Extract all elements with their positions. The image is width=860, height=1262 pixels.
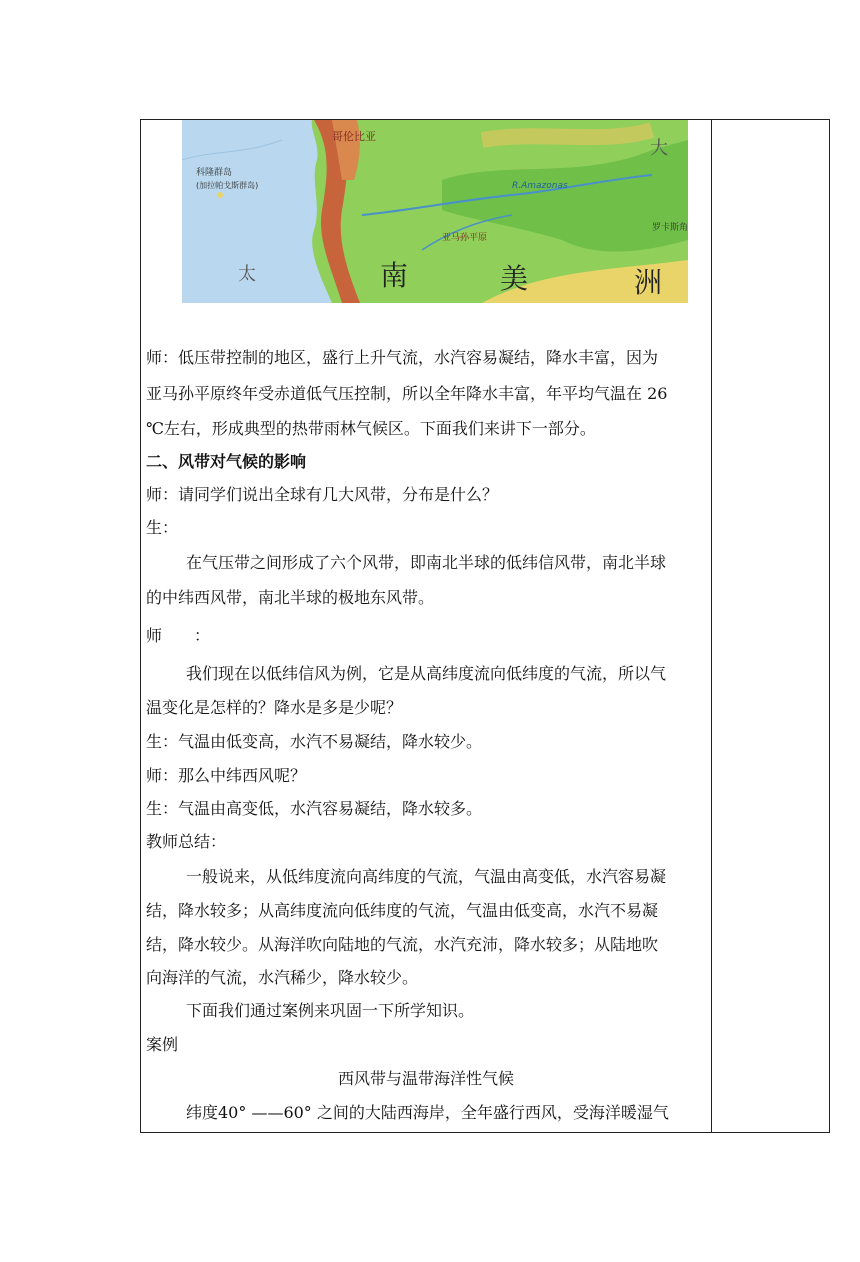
coast-label: 哥伦比亚 [332,130,376,143]
case-line: 纬度40° ——60° 之间的大陆西海岸，全年盛行西风，受海洋暖湿气 [186,1103,669,1122]
cape-label: 罗卡斯角 [652,223,688,233]
teacher-question: 师：那么中纬西风呢？ [146,766,307,785]
river-label: R.Amazonas [512,181,568,191]
summary-line: 结，降水较少。从海洋吹向陆地的气流，水汽充沛，降水较多；从陆地吹 [146,935,659,954]
islands-label: 科隆群岛 [196,168,233,178]
continent-label-3: 洲 [634,266,663,299]
south-america-map [182,120,688,303]
transition-line: 下面我们通过案例来巩固一下所学知识。 [186,1001,475,1020]
student-answer: 生：气温由高变低，水汽容易凝结，降水较多。 [146,799,483,818]
paragraph-line: 亚马孙平原终年受赤道低气压控制，所以全年降水丰富，年平均气温在 26 [146,384,668,403]
student-label: 生： [146,518,179,537]
summary-line: 结，降水较多；从高纬度流向低纬度的气流，气温由低变高，水汽不易凝 [146,901,659,920]
paragraph-line: ℃左右，形成典型的热带雨林气候区。下面我们来讲下一部分。 [146,419,596,438]
teacher-label: 师 ： [146,626,211,645]
teacher-line: 我们现在以低纬信风为例，它是从高纬度流向低纬度的气流，所以气 [186,664,667,683]
map-graphic [182,120,688,303]
case-title: 西风带与温带海洋性气候 [337,1069,514,1088]
case-label: 案例 [146,1035,179,1054]
summary-line: 一般说来，从低纬度流向高纬度的气流，气温由高变低，水汽容易凝 [186,867,667,886]
continent-label-1: 南 [380,259,409,292]
student-answer: 生：气温由低变高，水汽不易凝结，降水较少。 [146,732,483,751]
student-answer-line: 在气压带之间形成了六个风带，即南北半球的低纬信风带，南北半球 [186,553,667,572]
student-answer-line: 的中纬西风带，南北半球的极地东风带。 [146,588,435,607]
paragraph-line: 师：低压带控制的地区，盛行上升气流，水汽容易凝结，降水丰富，因为 [146,348,659,367]
highland-band [482,130,652,140]
island-marker [217,192,223,198]
teacher-line: 温变化是怎样的？降水是多是少呢？ [146,698,403,717]
section-heading: 二、风带对气候的影响 [146,452,307,471]
ocean-right-label: 大 [650,138,668,159]
ocean-left-label: 太 [238,264,256,285]
basin-label: 亚马孙平原 [442,233,488,243]
islands-sub-label: (加拉帕戈斯群岛) [196,181,259,190]
continent-label-2: 美 [500,262,529,295]
summary-label: 教师总结： [146,832,227,851]
teacher-question: 师：请同学们说出全球有几大风带，分布是什么？ [146,485,499,504]
table-column-divider [711,119,712,1133]
summary-line: 向海洋的气流，水汽稀少，降水较少。 [146,968,419,987]
